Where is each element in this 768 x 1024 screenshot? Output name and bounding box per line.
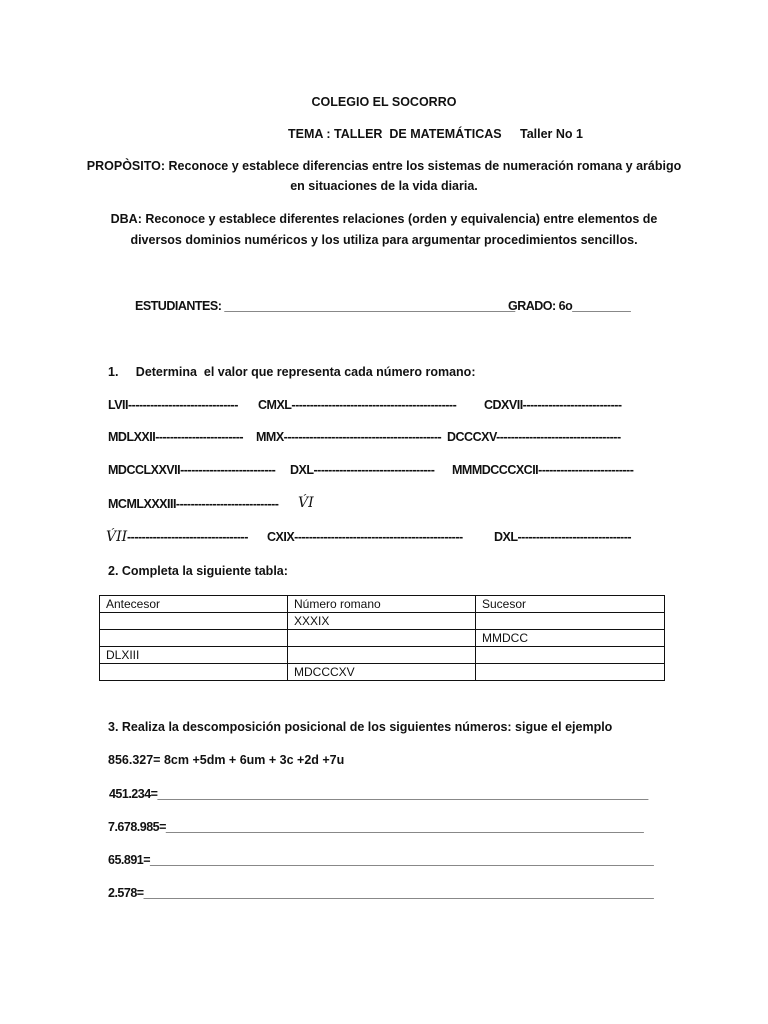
table-cell[interactable]: MDCCCXV — [288, 664, 476, 681]
table-cell[interactable]: MMDCC — [476, 630, 665, 647]
roman-item: CMXL--------------------------------------------- — [258, 398, 457, 412]
table-cell[interactable] — [288, 630, 476, 647]
dba-line-2: diversos dominios numéricos y los utiliza para argumentar procedimientos sencillos. — [130, 233, 638, 247]
workshop-number: Taller No 1 — [520, 127, 583, 141]
table-cell[interactable] — [100, 664, 288, 681]
table-cell[interactable] — [476, 664, 665, 681]
col-header-sucesor: Sucesor — [476, 596, 665, 613]
roman-item: MDCCLXXVII-------------------------- — [108, 463, 276, 477]
school-name: COLEGIO EL SOCORRO — [311, 95, 457, 109]
section1-title: 1. Determina el valor que representa cada número romano: — [108, 365, 476, 379]
roman-item: LVII------------------------------ — [108, 398, 238, 412]
decomposition-example: 856.327= 8cm +5dm + 6um + 3c +2d +7u — [108, 753, 345, 767]
decomposition-item: 451.234=____________________________________________________________________________ — [106, 787, 648, 801]
col-header-antecesor: Antecesor — [100, 596, 288, 613]
grade-field: GRADO: 6o_________ — [508, 299, 631, 313]
table-row — [100, 664, 665, 681]
roman-item: DXL--------------------------------- — [290, 463, 435, 477]
table-cell[interactable] — [476, 647, 665, 664]
col-header-numero-romano: Número romano — [288, 596, 476, 613]
topic-title: TEMA : TALLER DE MATEMÁTICAS — [288, 127, 502, 141]
table-row — [100, 613, 665, 630]
roman-item-italic: V́II — [106, 529, 128, 545]
table-cell[interactable] — [100, 630, 288, 647]
students-field: ESTUDIANTES: _____________________________________________ — [135, 299, 515, 313]
table-cell[interactable]: XXXIX — [288, 613, 476, 630]
roman-item-italic: V́I — [298, 495, 314, 511]
roman-item: CXIX---------------------------------------------- — [267, 530, 463, 544]
table-cell[interactable] — [288, 647, 476, 664]
decomposition-item: 2.578=_______________________________________________________________________________ — [108, 886, 654, 900]
roman-item: MMMDCCCXCII-------------------------- — [452, 463, 634, 477]
dash-leader: --------------------------------- — [127, 530, 248, 544]
dba-line-1: DBA: Reconoce y establece diferentes relaciones (orden y equivalencia) entre elementos de — [110, 212, 658, 226]
roman-item: CDXVII--------------------------- — [484, 398, 622, 412]
decomposition-item: 7.678.985=__________________________________________________________________________ — [108, 820, 644, 834]
purpose-line-1: PROPÒSITO: Reconoce y establece diferencias entre los sistemas de numeración romana y arábigo — [86, 159, 682, 173]
decomposition-item: 65.891=______________________________________________________________________________ — [108, 853, 654, 867]
roman-item: MMX------------------------------------------- — [256, 430, 442, 444]
table-row — [100, 647, 665, 664]
roman-item: DCCCXV---------------------------------- — [447, 430, 621, 444]
table-cell[interactable] — [100, 613, 288, 630]
section3-title: 3. Realiza la descomposición posicional de los siguientes números: sigue el ejemplo — [108, 720, 613, 734]
table-row — [100, 630, 665, 647]
table-header-row — [100, 596, 665, 613]
roman-item: MDLXXII------------------------ — [108, 430, 244, 444]
purpose-line-2: en situaciones de la vida diaria. — [290, 179, 478, 193]
roman-table — [99, 595, 665, 681]
table-cell[interactable] — [476, 613, 665, 630]
roman-item: DXL------------------------------- — [494, 530, 632, 544]
section2-title: 2. Completa la siguiente tabla: — [108, 564, 288, 578]
roman-item: MCMLXXXIII---------------------------- — [108, 497, 279, 511]
table-cell[interactable]: DLXIII — [100, 647, 288, 664]
